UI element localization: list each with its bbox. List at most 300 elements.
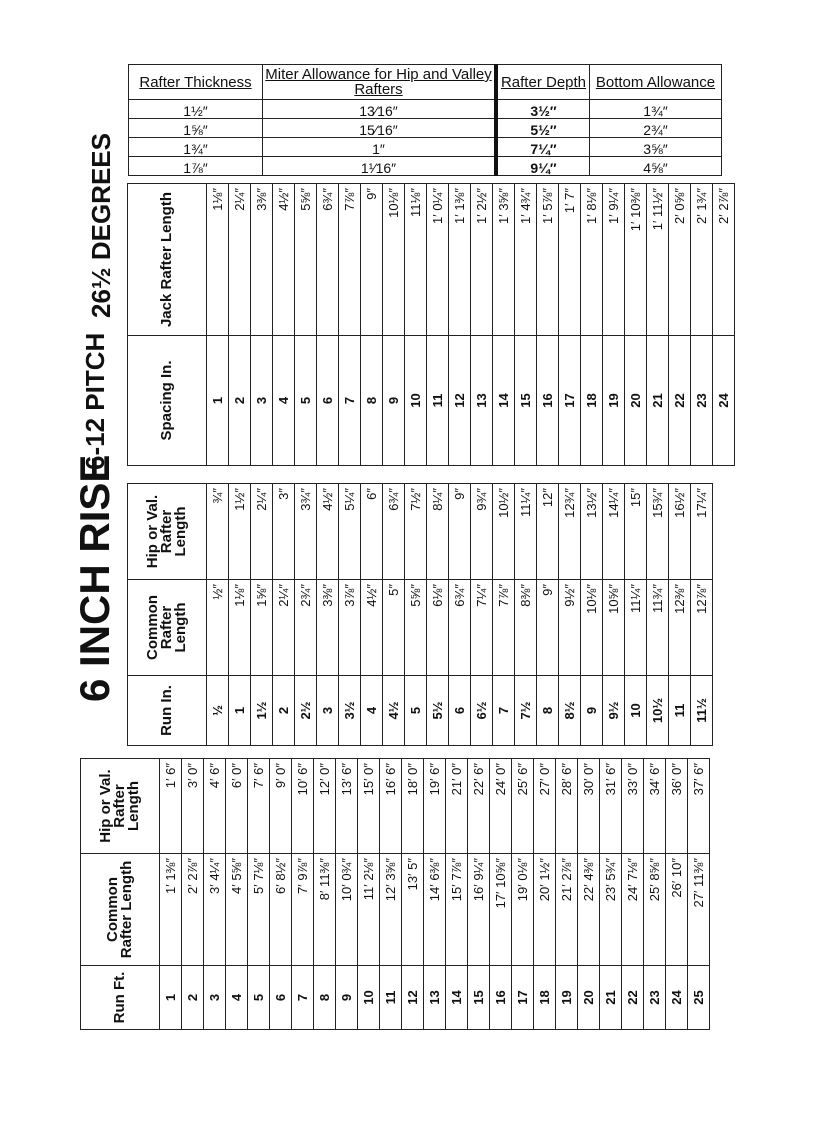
run-in-cell: 11 bbox=[669, 676, 691, 746]
hip-length-cell: 15′ 0″ bbox=[358, 759, 380, 854]
table-row bbox=[559, 184, 581, 466]
jack-length-cell: 1′ 5⅞″ bbox=[537, 184, 559, 336]
header-rafter-depth: Rafter Depth bbox=[496, 65, 590, 100]
hip-length-cell: 27′ 0″ bbox=[534, 759, 556, 854]
hip-length-cell: 12¾″ bbox=[559, 484, 581, 580]
run-ft-cell: 19 bbox=[556, 966, 578, 1030]
jack-length-cell: 10⅛″ bbox=[383, 184, 405, 336]
run-ft-cell: 25 bbox=[688, 966, 710, 1030]
common-length-cell: 6¾″ bbox=[449, 580, 471, 676]
table-row bbox=[468, 759, 490, 1030]
spacing-cell: 18 bbox=[581, 336, 603, 466]
common-length-cell: 7′ 9⅞″ bbox=[292, 854, 314, 966]
table-row bbox=[600, 759, 622, 1030]
allowance-row bbox=[129, 157, 722, 176]
feet-run-table-block bbox=[80, 759, 710, 1030]
hip-length-cell: 19′ 6″ bbox=[424, 759, 446, 854]
table-row bbox=[273, 184, 295, 466]
run-ft-cell: 18 bbox=[534, 966, 556, 1030]
hip-length-cell: 3″ bbox=[273, 484, 295, 580]
table-row bbox=[669, 184, 691, 466]
table-row bbox=[581, 484, 603, 746]
header-common-length-in: Common Rafter Length bbox=[128, 580, 207, 676]
spacing-cell: 15 bbox=[515, 336, 537, 466]
common-length-cell: ½″ bbox=[207, 580, 229, 676]
table-row bbox=[471, 184, 493, 466]
table-row bbox=[204, 759, 226, 1030]
run-in-cell: 1 bbox=[229, 676, 251, 746]
run-in-cell: 10½ bbox=[647, 676, 669, 746]
jack-length-cell: 1′ 3⅝″ bbox=[493, 184, 515, 336]
jack-rafter-table-block bbox=[127, 184, 735, 466]
run-in-cell: 2 bbox=[273, 676, 295, 746]
run-ft-cell: 14 bbox=[446, 966, 468, 1030]
common-length-cell: 12⅞″ bbox=[691, 580, 713, 676]
common-length-cell: 10⅝″ bbox=[603, 580, 625, 676]
hip-length-cell: 12′ 0″ bbox=[314, 759, 336, 854]
spacing-cell: 1 bbox=[207, 336, 229, 466]
inch-run-table-block bbox=[127, 484, 713, 746]
hip-length-cell: 15¾″ bbox=[647, 484, 669, 580]
run-ft-cell: 23 bbox=[644, 966, 666, 1030]
run-in-cell: 9½ bbox=[603, 676, 625, 746]
common-length-cell: 9″ bbox=[537, 580, 559, 676]
feet-run-table bbox=[80, 758, 710, 1030]
common-length-cell: 1⅝″ bbox=[251, 580, 273, 676]
table-row bbox=[556, 759, 578, 1030]
table-row bbox=[603, 484, 625, 746]
table-row bbox=[229, 184, 251, 466]
hip-length-cell: 25′ 6″ bbox=[512, 759, 534, 854]
hip-length-cell: 22′ 6″ bbox=[468, 759, 490, 854]
table-row bbox=[427, 184, 449, 466]
jack-length-cell: 1′ 4¾″ bbox=[515, 184, 537, 336]
common-length-cell: 10′ 0¾″ bbox=[336, 854, 358, 966]
table-row bbox=[644, 759, 666, 1030]
table-row bbox=[691, 184, 713, 466]
table-row bbox=[405, 184, 427, 466]
table-row bbox=[471, 484, 493, 746]
jack-length-cell: 11⅛″ bbox=[405, 184, 427, 336]
common-length-cell: 24′ 7⅛″ bbox=[622, 854, 644, 966]
hip-length-cell: 11¼″ bbox=[515, 484, 537, 580]
table-row bbox=[361, 484, 383, 746]
header-hip-length-ft: Hip or Val. Rafter Length bbox=[81, 759, 160, 854]
hip-length-cell: 37′ 6″ bbox=[688, 759, 710, 854]
run-in-cell: 7 bbox=[493, 676, 515, 746]
hip-length-cell: 10½″ bbox=[493, 484, 515, 580]
run-ft-cell: 22 bbox=[622, 966, 644, 1030]
common-length-cell: 5⅝″ bbox=[405, 580, 427, 676]
common-length-cell: 11¾″ bbox=[647, 580, 669, 676]
run-in-cell: 7½ bbox=[515, 676, 537, 746]
spacing-cell: 5 bbox=[295, 336, 317, 466]
common-length-cell: 16′ 9¼″ bbox=[468, 854, 490, 966]
common-length-cell: 27′ 11⅜″ bbox=[688, 854, 710, 966]
spacing-cell: 19 bbox=[603, 336, 625, 466]
run-ft-cell: 12 bbox=[402, 966, 424, 1030]
bottom-allowance-cell: 2¾″ bbox=[590, 119, 722, 138]
allowance-header-row bbox=[129, 65, 722, 100]
common-length-cell: 11′ 2⅛″ bbox=[358, 854, 380, 966]
run-in-cell: 3½ bbox=[339, 676, 361, 746]
header-bottom-allowance: Bottom Allowance bbox=[590, 65, 722, 100]
jack-length-cell: 3⅜″ bbox=[251, 184, 273, 336]
table-row bbox=[182, 759, 204, 1030]
hip-length-cell: 9¾″ bbox=[471, 484, 493, 580]
hip-length-cell: ¾″ bbox=[207, 484, 229, 580]
hip-length-cell: 15″ bbox=[625, 484, 647, 580]
jack-length-cell: 9″ bbox=[361, 184, 383, 336]
allowance-table bbox=[128, 64, 722, 176]
spacing-cell: 10 bbox=[405, 336, 427, 466]
bottom-allowance-cell: 3⅝″ bbox=[590, 138, 722, 157]
hip-length-cell: 1′ 6″ bbox=[160, 759, 182, 854]
table-row bbox=[270, 759, 292, 1030]
table-row bbox=[405, 484, 427, 746]
hip-length-cell: 12″ bbox=[537, 484, 559, 580]
table-row bbox=[625, 484, 647, 746]
common-length-cell: 2¾″ bbox=[295, 580, 317, 676]
table-row bbox=[688, 759, 710, 1030]
run-in-cell: 4 bbox=[361, 676, 383, 746]
title-rise: 6 INCH RISE bbox=[71, 454, 118, 702]
table-row bbox=[691, 484, 713, 746]
rafter-thickness-cell: 1⅝″ bbox=[129, 119, 263, 138]
hip-length-cell: 16½″ bbox=[669, 484, 691, 580]
header-spacing: Spacing In. bbox=[128, 336, 207, 466]
jack-length-cell: 1′ 11½″ bbox=[647, 184, 669, 336]
common-length-cell: 3⅞″ bbox=[339, 580, 361, 676]
hip-length-cell: 7½″ bbox=[405, 484, 427, 580]
table-row bbox=[647, 184, 669, 466]
rafter-depth-cell: 7¼″ bbox=[496, 138, 590, 157]
run-in-cell: 1½ bbox=[251, 676, 273, 746]
header-hip-length-in: Hip or Val. Rafter Length bbox=[128, 484, 207, 580]
run-in-cell: 5 bbox=[405, 676, 427, 746]
spacing-cell: 16 bbox=[537, 336, 559, 466]
common-length-cell: 20′ 1½″ bbox=[534, 854, 556, 966]
run-in-cell: 4½ bbox=[383, 676, 405, 746]
spacing-cell: 12 bbox=[449, 336, 471, 466]
hip-length-cell: 33′ 0″ bbox=[622, 759, 644, 854]
table-row bbox=[446, 759, 468, 1030]
run-ft-cell: 21 bbox=[600, 966, 622, 1030]
common-length-cell: 22′ 4⅜″ bbox=[578, 854, 600, 966]
spacing-cell: 17 bbox=[559, 336, 581, 466]
run-ft-cell: 5 bbox=[248, 966, 270, 1030]
spacing-cell: 20 bbox=[625, 336, 647, 466]
hip-length-cell: 21′ 0″ bbox=[446, 759, 468, 854]
table-row bbox=[383, 484, 405, 746]
header-common-length-ft: Common Rafter Length bbox=[81, 854, 160, 966]
rafter-depth-cell: 9¼″ bbox=[496, 157, 590, 176]
run-ft-cell: 1 bbox=[160, 966, 182, 1030]
jack-length-cell: 6¾″ bbox=[317, 184, 339, 336]
common-length-cell: 11¼″ bbox=[625, 580, 647, 676]
table-row bbox=[647, 484, 669, 746]
common-length-cell: 4′ 5⅝″ bbox=[226, 854, 248, 966]
hip-length-cell: 2¼″ bbox=[251, 484, 273, 580]
table-row bbox=[622, 759, 644, 1030]
table-row bbox=[515, 484, 537, 746]
hip-length-cell: 28′ 6″ bbox=[556, 759, 578, 854]
jack-rafter-table bbox=[127, 183, 735, 466]
common-length-cell: 6⅛″ bbox=[427, 580, 449, 676]
rafter-depth-cell: 5½″ bbox=[496, 119, 590, 138]
common-length-cell: 9½″ bbox=[559, 580, 581, 676]
jack-length-cell: 1′ 1⅜″ bbox=[449, 184, 471, 336]
table-row bbox=[207, 184, 229, 466]
common-length-cell: 7⅞″ bbox=[493, 580, 515, 676]
table-row bbox=[295, 484, 317, 746]
jack-length-cell: 4½″ bbox=[273, 184, 295, 336]
table-row bbox=[226, 759, 248, 1030]
title-degrees: 26½ DEGREES bbox=[86, 133, 116, 318]
miter-allowance-cell: 1″ bbox=[263, 138, 497, 157]
hip-length-cell: 18′ 0″ bbox=[402, 759, 424, 854]
spacing-cell: 21 bbox=[647, 336, 669, 466]
table-row bbox=[314, 759, 336, 1030]
hip-length-cell: 10′ 6″ bbox=[292, 759, 314, 854]
common-length-cell: 1⅛″ bbox=[229, 580, 251, 676]
table-row bbox=[449, 484, 471, 746]
allowance-row bbox=[129, 100, 722, 119]
run-in-cell: 2½ bbox=[295, 676, 317, 746]
spacing-cell: 13 bbox=[471, 336, 493, 466]
table-row bbox=[493, 484, 515, 746]
table-row bbox=[336, 759, 358, 1030]
table-row bbox=[251, 484, 273, 746]
common-length-cell: 23′ 5¾″ bbox=[600, 854, 622, 966]
common-length-cell: 10⅛″ bbox=[581, 580, 603, 676]
run-in-cell: 5½ bbox=[427, 676, 449, 746]
run-in-cell: 6½ bbox=[471, 676, 493, 746]
run-ft-cell: 3 bbox=[204, 966, 226, 1030]
header-jack-length: Jack Rafter Length bbox=[128, 184, 207, 336]
spacing-cell: 3 bbox=[251, 336, 273, 466]
hip-length-cell: 3¾″ bbox=[295, 484, 317, 580]
table-row bbox=[229, 484, 251, 746]
table-row bbox=[160, 759, 182, 1030]
bottom-allowance-cell: 1¾″ bbox=[590, 100, 722, 119]
common-length-cell: 6′ 8½″ bbox=[270, 854, 292, 966]
table-row bbox=[493, 184, 515, 466]
miter-allowance-cell: 15⁄16″ bbox=[263, 119, 497, 138]
table-row bbox=[625, 184, 647, 466]
run-ft-cell: 24 bbox=[666, 966, 688, 1030]
table-row bbox=[713, 184, 735, 466]
common-length-cell: 3⅜″ bbox=[317, 580, 339, 676]
table-row bbox=[666, 759, 688, 1030]
run-in-cell: 8 bbox=[537, 676, 559, 746]
table-row bbox=[358, 759, 380, 1030]
table-row bbox=[251, 184, 273, 466]
table-row bbox=[339, 484, 361, 746]
table-row bbox=[339, 184, 361, 466]
spacing-cell: 2 bbox=[229, 336, 251, 466]
jack-length-cell: 1′ 9¼″ bbox=[603, 184, 625, 336]
common-length-cell: 21′ 2⅞″ bbox=[556, 854, 578, 966]
jack-length-cell: 2′ 2⅞″ bbox=[713, 184, 735, 336]
hip-length-cell: 30′ 0″ bbox=[578, 759, 600, 854]
allowance-row bbox=[129, 119, 722, 138]
jack-length-cell: 1′ 7″ bbox=[559, 184, 581, 336]
table-row bbox=[603, 184, 625, 466]
common-length-cell: 1′ 1⅜″ bbox=[160, 854, 182, 966]
run-ft-cell: 6 bbox=[270, 966, 292, 1030]
run-in-cell: 10 bbox=[625, 676, 647, 746]
rafter-thickness-cell: 1⅞″ bbox=[129, 157, 263, 176]
rafter-thickness-cell: 1½″ bbox=[129, 100, 263, 119]
hip-length-cell: 8¼″ bbox=[427, 484, 449, 580]
table-row bbox=[424, 759, 446, 1030]
common-length-cell: 5′ 7⅛″ bbox=[248, 854, 270, 966]
jack-length-cell: 2′ 1¾″ bbox=[691, 184, 713, 336]
run-ft-cell: 8 bbox=[314, 966, 336, 1030]
run-ft-cell: 13 bbox=[424, 966, 446, 1030]
run-in-cell: 9 bbox=[581, 676, 603, 746]
jack-length-cell: 2′ 0⅝″ bbox=[669, 184, 691, 336]
hip-length-cell: 9′ 0″ bbox=[270, 759, 292, 854]
table-row bbox=[317, 484, 339, 746]
table-row bbox=[512, 759, 534, 1030]
run-in-cell: 8½ bbox=[559, 676, 581, 746]
run-in-cell: 3 bbox=[317, 676, 339, 746]
title-pitch: 6-12 PITCH bbox=[80, 332, 110, 470]
common-length-cell: 2¼″ bbox=[273, 580, 295, 676]
table-row bbox=[537, 184, 559, 466]
common-length-cell: 14′ 6⅜″ bbox=[424, 854, 446, 966]
run-ft-cell: 10 bbox=[358, 966, 380, 1030]
bottom-allowance-cell: 4⅝″ bbox=[590, 157, 722, 176]
jack-length-cell: 1⅛″ bbox=[207, 184, 229, 336]
table-row bbox=[515, 184, 537, 466]
run-in-cell: 6 bbox=[449, 676, 471, 746]
jack-length-cell: 5⅝″ bbox=[295, 184, 317, 336]
common-length-cell: 2′ 2⅞″ bbox=[182, 854, 204, 966]
table-row bbox=[490, 759, 512, 1030]
hip-length-cell: 14¼″ bbox=[603, 484, 625, 580]
common-length-cell: 12′ 3⅝″ bbox=[380, 854, 402, 966]
table-row bbox=[534, 759, 556, 1030]
run-in-cell: ½ bbox=[207, 676, 229, 746]
table-row bbox=[578, 759, 600, 1030]
table-row bbox=[273, 484, 295, 746]
common-length-cell: 4½″ bbox=[361, 580, 383, 676]
run-ft-cell: 7 bbox=[292, 966, 314, 1030]
hip-length-cell: 34′ 6″ bbox=[644, 759, 666, 854]
jack-length-cell: 2¼″ bbox=[229, 184, 251, 336]
hip-length-cell: 4′ 6″ bbox=[204, 759, 226, 854]
allowance-row bbox=[129, 138, 722, 157]
run-ft-cell: 16 bbox=[490, 966, 512, 1030]
run-ft-cell: 20 bbox=[578, 966, 600, 1030]
hip-length-cell: 13′ 6″ bbox=[336, 759, 358, 854]
jack-length-cell: 1′ 10⅜″ bbox=[625, 184, 647, 336]
jack-length-cell: 1′ 2½″ bbox=[471, 184, 493, 336]
common-length-cell: 25′ 8⅝″ bbox=[644, 854, 666, 966]
spacing-cell: 7 bbox=[339, 336, 361, 466]
common-length-cell: 7¼″ bbox=[471, 580, 493, 676]
table-row bbox=[449, 184, 471, 466]
table-row bbox=[581, 184, 603, 466]
jack-length-cell: 1′ 8⅛″ bbox=[581, 184, 603, 336]
run-ft-cell: 9 bbox=[336, 966, 358, 1030]
hip-length-cell: 6¾″ bbox=[383, 484, 405, 580]
spacing-cell: 11 bbox=[427, 336, 449, 466]
hip-length-cell: 36′ 0″ bbox=[666, 759, 688, 854]
table-row bbox=[207, 484, 229, 746]
spacing-cell: 6 bbox=[317, 336, 339, 466]
jack-length-cell: 1′ 0¼″ bbox=[427, 184, 449, 336]
run-ft-cell: 15 bbox=[468, 966, 490, 1030]
table-row bbox=[427, 484, 449, 746]
common-length-cell: 8′ 11⅜″ bbox=[314, 854, 336, 966]
spacing-cell: 8 bbox=[361, 336, 383, 466]
hip-length-cell: 4½″ bbox=[317, 484, 339, 580]
hip-length-cell: 6′ 0″ bbox=[226, 759, 248, 854]
hip-length-cell: 17¼″ bbox=[691, 484, 713, 580]
common-length-cell: 8⅜″ bbox=[515, 580, 537, 676]
spacing-cell: 24 bbox=[713, 336, 735, 466]
rafter-thickness-cell: 1¾″ bbox=[129, 138, 263, 157]
header-run-in: Run In. bbox=[128, 676, 207, 746]
spacing-cell: 22 bbox=[669, 336, 691, 466]
table-row bbox=[292, 759, 314, 1030]
run-ft-cell: 4 bbox=[226, 966, 248, 1030]
common-length-cell: 5″ bbox=[383, 580, 405, 676]
table-row bbox=[383, 184, 405, 466]
hip-length-cell: 7′ 6″ bbox=[248, 759, 270, 854]
hip-length-cell: 1½″ bbox=[229, 484, 251, 580]
header-run-ft: Run Ft. bbox=[81, 966, 160, 1030]
inch-run-table bbox=[127, 483, 713, 746]
hip-length-cell: 13½″ bbox=[581, 484, 603, 580]
spacing-cell: 4 bbox=[273, 336, 295, 466]
run-ft-cell: 2 bbox=[182, 966, 204, 1030]
run-ft-cell: 17 bbox=[512, 966, 534, 1030]
table-row bbox=[361, 184, 383, 466]
table-row bbox=[537, 484, 559, 746]
miter-allowance-cell: 1¹⁄16″ bbox=[263, 157, 497, 176]
common-length-cell: 17′ 10⅝″ bbox=[490, 854, 512, 966]
table-row bbox=[669, 484, 691, 746]
hip-length-cell: 3′ 0″ bbox=[182, 759, 204, 854]
header-rafter-thickness: Rafter Thickness bbox=[129, 65, 263, 100]
spacing-cell: 14 bbox=[493, 336, 515, 466]
spacing-cell: 9 bbox=[383, 336, 405, 466]
table-row bbox=[295, 184, 317, 466]
jack-length-cell: 7⅞″ bbox=[339, 184, 361, 336]
common-length-cell: 13′ 5″ bbox=[402, 854, 424, 966]
common-length-cell: 26′ 10″ bbox=[666, 854, 688, 966]
table-row bbox=[248, 759, 270, 1030]
rafter-depth-cell: 3½″ bbox=[496, 100, 590, 119]
common-length-cell: 15′ 7⅞″ bbox=[446, 854, 468, 966]
table-row bbox=[402, 759, 424, 1030]
hip-length-cell: 16′ 6″ bbox=[380, 759, 402, 854]
table-row bbox=[380, 759, 402, 1030]
hip-length-cell: 31′ 6″ bbox=[600, 759, 622, 854]
common-length-cell: 12⅜″ bbox=[669, 580, 691, 676]
hip-length-cell: 9″ bbox=[449, 484, 471, 580]
run-in-cell: 11½ bbox=[691, 676, 713, 746]
hip-length-cell: 5¼″ bbox=[339, 484, 361, 580]
miter-allowance-cell: 13⁄16″ bbox=[263, 100, 497, 119]
hip-length-cell: 6″ bbox=[361, 484, 383, 580]
header-miter-allowance: Miter Allowance for Hip and Valley Rafters bbox=[263, 65, 497, 100]
